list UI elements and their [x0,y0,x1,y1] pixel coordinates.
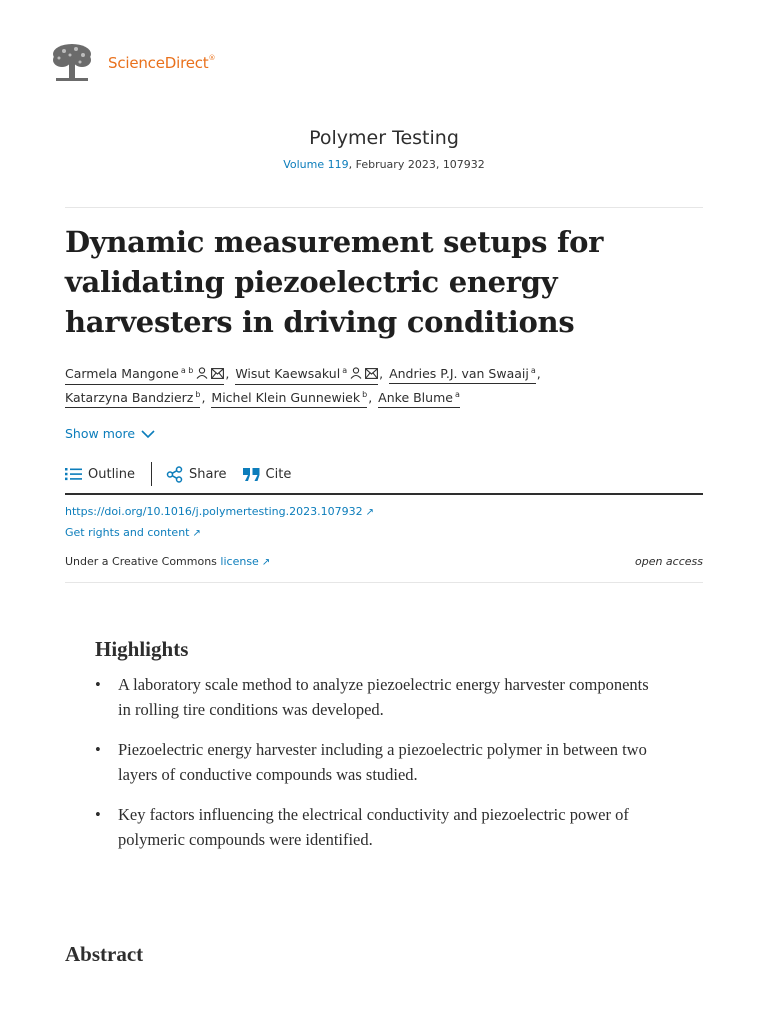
author-name: Andries P.J. van Swaaij [389,366,529,381]
article-title: Dynamic measurement setups for validating piezoelectric energy harvesters in driving conditions [65,225,604,339]
outline-button[interactable]: Outline [65,467,135,482]
highlights-list [95,672,665,867]
mail-icon [211,367,224,383]
author-link[interactable] [211,387,367,408]
person-icon [350,367,362,383]
list-item: • Key factors influencing the electrical conductivity and piezoelectric power of polymeric compounds were identified. [95,802,665,852]
affiliation-marker: a [454,390,460,399]
author-name: Carmela Mangone [65,366,179,381]
open-access-label: open access [634,555,703,568]
elsevier-tree-icon[interactable] [50,42,94,84]
site-header [50,42,215,84]
rights-link[interactable]: Get rights and content ↗ [65,526,201,539]
affiliation-marker: b [362,390,368,399]
show-more-button[interactable]: Show more [65,426,155,441]
list-icon [65,467,82,481]
highlights-heading: Highlights [95,637,189,661]
sciencedirect-logo-text[interactable]: ScienceDirect® [108,54,216,72]
list-item: • Piezoelectric energy harvester including a piezoelectric polymer in between two layers of conductive compounds was studied. [95,737,665,787]
bullet-icon: • [95,740,101,759]
bullet-icon: • [95,675,101,694]
external-link-icon: ↗ [192,528,201,539]
license-info: Under a Creative Commons license ↗ [65,555,271,568]
person-icon [196,367,208,383]
chevron-down-icon [141,429,155,439]
author-separator: , [368,390,373,405]
license-link[interactable]: license ↗ [220,555,271,568]
author-name: Michel Klein Gunnewiek [211,390,361,405]
affiliation-marker: a [342,366,348,375]
share-icon [166,466,183,483]
quote-icon [243,468,260,481]
divider [65,582,703,583]
doi-link[interactable]: https://doi.org/10.1016/j.polymertesting.2023.107932 ↗ [65,505,374,518]
affiliation-marker: b [195,390,201,399]
author-list [65,362,705,410]
volume-link[interactable]: Volume 119 [283,158,349,171]
abstract-heading: Abstract [65,942,144,966]
author-separator: , [536,366,541,381]
bullet-icon: • [95,805,101,824]
issue-info: Volume 119, February 2023, 107932 [283,158,485,171]
cite-button[interactable]: Cite [243,467,292,482]
author-separator: , [201,390,206,405]
journal-title[interactable]: Polymer Testing [309,127,459,149]
external-link-icon: ↗ [365,507,374,518]
article-toolbar [65,460,291,488]
author-link[interactable] [65,363,224,385]
affiliation-marker: a b [180,366,194,375]
author-name: Wisut Kaewsakul [235,366,341,381]
toolbar-divider [151,462,152,486]
external-link-icon: ↗ [261,557,271,568]
author-separator: , [225,366,230,381]
author-name: Katarzyna Bandzierz [65,390,194,405]
divider [65,207,703,208]
author-separator: , [379,366,384,381]
mail-icon [365,367,378,383]
list-item: • A laboratory scale method to analyze piezoelectric energy harvester components in rolling tire conditions was developed. [95,672,665,722]
share-button[interactable]: Share [166,466,227,483]
author-link[interactable] [235,363,378,385]
author-link[interactable] [65,387,200,408]
toolbar-rule [65,493,703,495]
author-link[interactable] [389,363,536,384]
affiliation-marker: a [530,366,536,375]
author-link[interactable] [378,387,460,408]
author-name: Anke Blume [378,390,453,405]
